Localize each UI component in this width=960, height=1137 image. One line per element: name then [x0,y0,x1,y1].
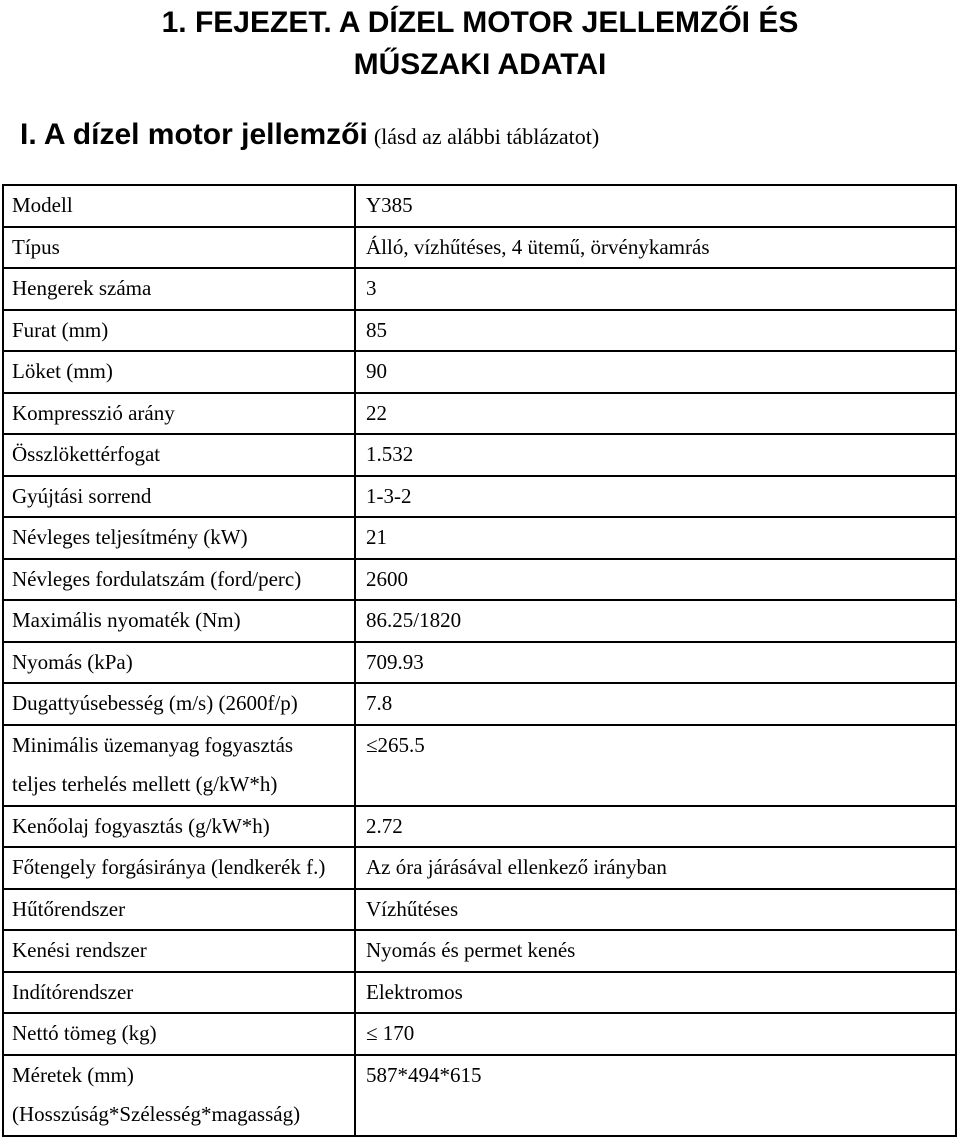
spec-label-cell [3,683,355,725]
spec-value: ≤ 170 [366,1021,415,1045]
spec-label: Modell [12,193,73,217]
spec-label-cell [3,847,355,889]
spec-label: Löket (mm) [12,359,113,383]
spec-value: 1-3-2 [366,483,412,508]
spec-value-cell [355,268,956,310]
spec-label: Méretek (mm) [12,1062,134,1087]
table-row [3,930,956,972]
table-row [3,227,956,269]
spec-label: Kenőolaj fogyasztás (g/kW*h) [12,813,270,838]
spec-label: Maximális nyomaték (Nm) [12,608,241,632]
spec-value: 1.532 [366,442,414,466]
spec-value-cell [355,351,956,393]
spec-label-cell [3,351,355,393]
spec-value-cell [355,434,956,476]
spec-value-cell [355,393,956,435]
spec-value: 709.93 [366,649,424,674]
spec-value: ≤265.5 [366,732,425,757]
table-row [3,806,956,848]
spec-label: Minimális üzemanyag fogyasztás [12,732,294,757]
spec-label: Hűtőrendszer [12,896,126,921]
spec-value-cell [355,1013,956,1055]
spec-label: Névleges fordulatszám (ford/perc) [12,566,302,591]
spec-value-cell [355,972,956,1014]
spec-label: Nettó tömeg (kg) [12,1021,157,1045]
engine-spec-table [2,184,957,1137]
table-row [3,642,956,684]
spec-value-cell [355,847,956,889]
table-row [3,434,956,476]
spec-label: Típus [12,234,60,259]
table-row [3,268,956,310]
spec-value-cell [355,600,956,642]
spec-label-cell [3,806,355,848]
spec-value: 587*494*615 [366,1062,482,1087]
spec-label: Főtengely forgásiránya (lendkerék f.) [12,855,326,879]
spec-value: Az óra járásával ellenkező irányban [366,855,667,879]
spec-value-cell [355,185,956,227]
spec-label: Nyomás (kPa) [12,649,133,674]
spec-label-cell [3,1013,355,1055]
spec-label-continued: teljes terhelés mellett (g/kW*h) [12,772,278,796]
spec-value-cell [355,889,956,931]
table-row [3,1055,956,1136]
spec-value: 85 [366,317,387,342]
spec-label-cell [3,725,355,806]
chapter-title-line-2: MŰSZAKI ADATAI [353,48,607,81]
spec-label-cell [3,559,355,601]
spec-label: Furat (mm) [12,317,109,342]
spec-value-cell [355,642,956,684]
spec-label-cell [3,972,355,1014]
table-row [3,972,956,1014]
table-row [3,600,956,642]
spec-value: 2600 [366,566,408,591]
chapter-title [0,0,960,86]
spec-value-cell [355,559,956,601]
spec-value-cell [355,1055,956,1136]
table-row [3,889,956,931]
spec-label: Gyújtási sorrend [12,483,152,508]
spec-value-cell [355,806,956,848]
spec-value: Nyomás és permet kenés [366,938,576,962]
table-row [3,476,956,518]
table-row [3,559,956,601]
spec-label-continued: (Hosszúság*Szélesség*magasság) [12,1102,301,1126]
table-row [3,683,956,725]
spec-label: Dugattyúsebesség (m/s) (2600f/p) [12,691,298,715]
spec-label-cell [3,310,355,352]
table-row [3,725,956,806]
table-row [3,393,956,435]
spec-label-cell [3,227,355,269]
table-row [3,351,956,393]
spec-value: 86.25/1820 [366,608,462,632]
spec-value: 21 [366,525,387,549]
spec-label-cell [3,476,355,518]
spec-label-cell [3,642,355,684]
spec-label: Indítórendszer [12,979,134,1004]
spec-label-cell [3,393,355,435]
spec-table-body [3,185,956,1136]
spec-value: Y385 [366,193,413,217]
spec-label: Hengerek száma [12,276,152,300]
spec-value-cell [355,725,956,806]
spec-label-cell [3,930,355,972]
spec-label-cell [3,517,355,559]
table-row [3,310,956,352]
spec-label: Kenési rendszer [12,938,147,962]
spec-label-cell [3,889,355,931]
spec-value: 90 [366,359,387,383]
spec-label-cell [3,1055,355,1136]
spec-value: Álló, vízhűtéses, 4 ütemű, örvénykamrás [366,234,710,259]
section-title-note: (lásd az alábbi táblázatot) [373,124,600,149]
spec-value: 3 [366,276,377,300]
table-row [3,517,956,559]
spec-value-cell [355,930,956,972]
spec-label-cell [3,600,355,642]
spec-value-cell [355,476,956,518]
spec-label-cell [3,268,355,310]
spec-label: Névleges teljesítmény (kW) [12,525,248,549]
section-title [20,118,599,152]
spec-value: Elektromos [366,979,463,1004]
spec-value: 7.8 [366,691,393,715]
chapter-title-line-1: 1. FEJEZET. A DÍZEL MOTOR JELLEMZŐI ÉS [161,6,799,39]
table-row [3,847,956,889]
spec-label-cell [3,434,355,476]
table-row [3,1013,956,1055]
table-row [3,185,956,227]
spec-value: 22 [366,400,387,425]
spec-value: 2.72 [366,813,403,838]
spec-label: Összlökettérfogat [12,442,161,466]
spec-value: Vízhűtéses [366,896,459,921]
spec-value-cell [355,517,956,559]
spec-label-cell [3,185,355,227]
spec-value-cell [355,227,956,269]
spec-value-cell [355,310,956,352]
spec-label: Kompresszió arány [12,400,175,425]
spec-value-cell [355,683,956,725]
section-title-text: I. A dízel motor jellemzői [20,118,368,151]
